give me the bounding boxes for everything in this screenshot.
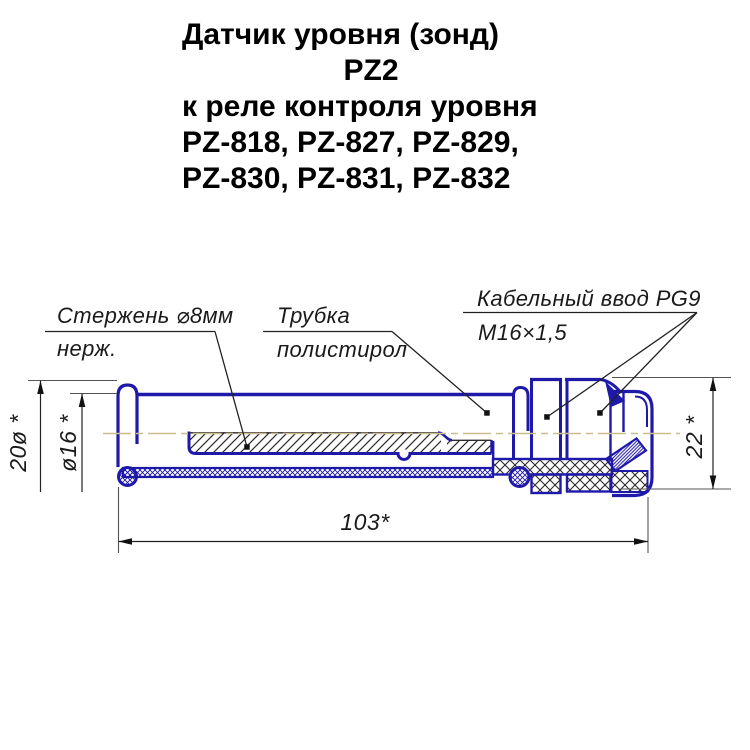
rod-hatch-main (189, 434, 441, 453)
arrow-length-left (119, 538, 133, 545)
rod-callout-leader (215, 332, 247, 448)
gland-dome-inner-arc (635, 397, 647, 428)
tube-label-line2: полистирол (277, 337, 408, 362)
dim-cap-diameter: 20ø * (5, 414, 31, 472)
title-line-1: Датчик уровня (зонд) (182, 18, 499, 51)
title-line-5: PZ-830, PZ-831, PZ-832 (182, 162, 511, 195)
probe-tip-cap (118, 385, 137, 467)
title-line-4: PZ-818, PZ-827, PZ-829, (182, 126, 519, 159)
rod-label-line2: нерж. (57, 336, 117, 361)
arrow-gland-top (710, 378, 717, 392)
rod-hatch-end (447, 441, 491, 452)
probe-body (118, 378, 652, 496)
dim-length: 103* (340, 509, 390, 535)
tube-callout-dot (484, 410, 490, 416)
arrow-length-right (634, 538, 648, 545)
gland-seal-wedge (606, 439, 646, 472)
gland-callout-dot-2 (597, 410, 603, 416)
gland-nut2-section (567, 475, 611, 492)
title-line-3: к реле контроля уровня (182, 90, 538, 123)
rod-end-edge (492, 440, 494, 459)
arrow-gland-bottom (710, 476, 717, 490)
gland-label-line2: M16×1,5 (478, 320, 568, 345)
arrow-cap-dia (37, 381, 44, 395)
arrow-tube-dia (79, 394, 86, 408)
collar-ball (510, 468, 529, 487)
gland-callout-dot-1 (544, 414, 550, 420)
gland-collar (514, 388, 529, 459)
rod-callout-dot (244, 444, 250, 450)
rod-label-line1: Стержень ⌀8мм (57, 303, 234, 328)
gland-label-line1: Кабельный ввод PG9 (477, 286, 701, 311)
title-line-2: PZ2 (343, 54, 399, 87)
dim-gland-height: 22 * (681, 415, 707, 459)
dim-tube-diameter: ø16 * (55, 414, 81, 472)
gland-nut1-section (532, 475, 561, 494)
tube-label-line1: Трубка (277, 303, 351, 328)
tube-bottom-wall (123, 468, 493, 477)
